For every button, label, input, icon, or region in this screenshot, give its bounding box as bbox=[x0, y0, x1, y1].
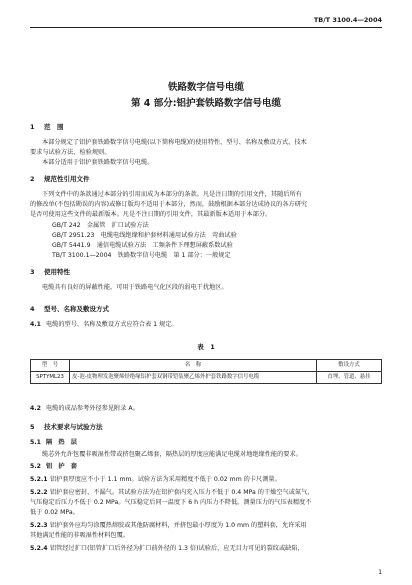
paragraph: 缆芯外允许包覆非吸湿性带或挤包聚乙烯套，隔热层的厚度应能满足电缆对地绝缘性能的要求。 bbox=[42, 451, 302, 458]
clause-5-2-2: 5.2.2 铝护套应密封，不漏气。其试验方法为在铝护套内充入压力不低于 0.4 MPa 的干燥空气或氮气， bbox=[30, 489, 314, 496]
section-heading-2: 2 规范性引用文件 bbox=[30, 175, 90, 183]
clause-5-2-3: 5.2.3 铝护套外应均匀涂覆热熔胶或其他防腐材料，并挤包最小厚度为 1.0 mm 的塑料套，允许采用 bbox=[30, 522, 307, 529]
section-heading-4: 4 型号、名称及敷设方式 bbox=[30, 305, 109, 313]
section-heading-3: 3 使用特性 bbox=[30, 268, 70, 276]
document-title: 铁路数字信号电缆 bbox=[167, 82, 244, 93]
clause-5-2-1: 5.2.1 铝护套厚度应不小于 1.1 mm。试验方法为采用精度不低于 0.02 mm 的卡尺测量。 bbox=[30, 476, 281, 483]
document-subtitle: 第 4 部分:铝护套铁路数字信号电缆 bbox=[130, 98, 282, 109]
table-header-cell: 名 称 bbox=[70, 360, 317, 372]
paragraph: 本部分适用于铝护套铁路数字信号电缆。 bbox=[42, 159, 154, 166]
table-cell: SPTYML23 bbox=[31, 372, 70, 384]
paragraph: 本部分规定了铝护套铁路数字信号电缆(以下简称电缆)的使用特性、型号、名称及敷设方式，技术 bbox=[42, 139, 307, 146]
clause-4-2: 4.2 电缆的成品参考外径参见附录 A。 bbox=[30, 405, 139, 412]
paragraph-cont: 要求与试验方法、检验规则。 bbox=[30, 149, 111, 156]
reference-item: GB/T 5441.9 通信电缆试验方法 工频条件下理想屏蔽系数试验 bbox=[52, 242, 233, 249]
paragraph-cont: 其他满足性能的非吸湿性材料包覆。 bbox=[30, 532, 129, 539]
paragraph-cont: 低于 0.02 MPa。 bbox=[30, 509, 79, 516]
reference-item: GB/T 242 金属管 扩口试验方法 bbox=[52, 222, 149, 229]
clause-5-1: 5.1 隔 热 层 bbox=[30, 439, 77, 446]
table-cell: 皮-泡-皮物理发泡聚烯烃绝缘铝护套双钢带铠装聚乙烯外护套铁路数字信号电缆 bbox=[70, 372, 317, 384]
paragraph: 下列文件中的条款通过本部分的引用而成为本部分的条款。凡是注日期的引用文件，其随后所有 bbox=[42, 191, 302, 198]
clause-4-1: 4.1 电缆的型号、名称及敷设方式应符合表 1 规定。 bbox=[30, 321, 178, 328]
table-caption: 表 1 bbox=[197, 343, 215, 351]
page-number: 1 bbox=[378, 569, 382, 576]
table-row bbox=[31, 372, 382, 384]
reference-item: GB/T 2951.23 电缆电线绝缘和护套材料通用试验方法 弯曲试验 bbox=[52, 232, 237, 239]
section-heading-1: 1 范 围 bbox=[30, 123, 64, 131]
document-id: TB/T 3100.4—2004 bbox=[313, 16, 382, 24]
table-1 bbox=[30, 359, 382, 384]
clause-5-2: 5.2 铝 护 套 bbox=[30, 463, 77, 470]
table-header-cell: 敷设方式 bbox=[317, 360, 382, 372]
paragraph-cont: 的修改单(不包括勘误的内容)或修订版均不适用于本部分，然而，鼓励根据本部分达成协议的各方研究 bbox=[30, 201, 308, 208]
table-header-cell: 型 号 bbox=[31, 360, 70, 372]
section-heading-5: 5 技术要求与试验方法 bbox=[30, 423, 103, 431]
table-cell: 直埋、管道、悬挂 bbox=[317, 372, 382, 384]
paragraph: 电缆具有良好的屏蔽性能，可用于铁路电气化区段的弱电干扰地区。 bbox=[42, 284, 228, 291]
paragraph-cont: 气压稳定后压力不低于 0.2 MPa。气压稳定后同一温度下 6 h 内压力不降低。测量压力的气压表精度不 bbox=[30, 499, 312, 506]
clause-5-2-4: 5.2.4 铝管经过扩口(铝管扩口后外径为扩口前外径的 1.3 倍)试验后，应无目力可见的裂纹或缺陷， bbox=[30, 545, 304, 552]
table-header-row bbox=[31, 360, 382, 372]
paragraph-cont: 是否可使用这些文件的最新版本。凡是不注日期的引用文件，其最新版本适用于本部分。 bbox=[30, 211, 272, 218]
header-rule bbox=[30, 27, 382, 28]
reference-item: TB/T 3100.1—2004 铁路数字信号电缆 第 1 部分：一般规定 bbox=[52, 252, 231, 259]
